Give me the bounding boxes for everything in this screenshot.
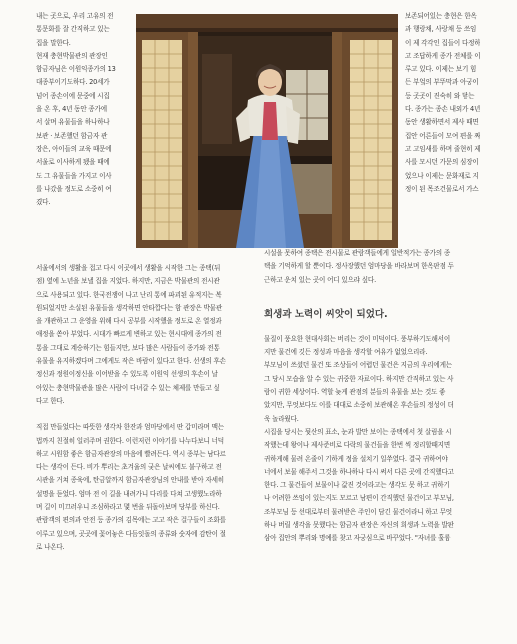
text-line: 점) 옆에 노년을 보낼 집을 지었다. 하지만, 지금은 박물관의 전시관 <box>36 277 220 286</box>
text-line: 귀하게해 물려 온줄이 기하게 정을 설치기 일쑤였다. 결국 귀하여야 <box>264 454 448 463</box>
text-line: 원되었지만 소실된 유물들을 생각하면 안타깝다는 함 관장은 박물관 <box>36 303 223 312</box>
text-line: 든 부엌의 부뚜막과 아궁이 <box>405 78 479 87</box>
text-line: 다고 한다. <box>36 396 65 405</box>
text-line: 집을 말한다. <box>36 38 71 47</box>
text-line: 을 온 후, 4년 동안 종가에 <box>36 105 107 114</box>
text-line: 아있는 충현박물관을 많은 사람이 다녀갈 수 있는 체제를 만들고 싶 <box>36 383 220 392</box>
paragraph-gap <box>264 287 481 307</box>
text-line: 나 어려한 쓰임이 있는지도 모르고 남편이 간직했던 물건이고 부모님, <box>264 494 454 503</box>
text-line: 보관 · 보존했던 함금자 관 <box>36 131 108 140</box>
photo-woman-in-hanok-doorway <box>136 14 398 248</box>
text-line: 넘어 종손이에 문중에 시집 <box>36 91 110 100</box>
text-line: 하고 시원함 좋은 함금자관장의 마음에 빨려든다. 역시 종부는 남다르 <box>36 449 226 458</box>
text-line: 통문화를 잘 간직하고 있는 <box>36 25 110 34</box>
text-line: 며 길이 미끄러우니 조심하라고 몇 번을 뒤돌아보며 당부를 하신다. <box>36 503 220 512</box>
text-line: 를 나갔을 정도로 소중히 여 <box>36 184 112 193</box>
text-line: 물질이 풍요한 현대사회는 버리는 것이 미덕이다. 풍부하기도해서이 <box>264 334 451 343</box>
text-line: 욱 놀라웠다. <box>264 414 299 423</box>
text-line: 설명을 듣었다. 엄마 전 이 길을 내려가니 다리를 다쳐 고생했노라하 <box>36 489 222 498</box>
text-line: 서 살며 유물들을 하나하나 <box>36 118 110 127</box>
text-line: 다는 생각이 든다. 비가 뿌리는 초겨울의 궂은 날씨에도 불구하고 전 <box>36 463 222 472</box>
text-line: 도 그 유물들을 가지고 이사 <box>36 171 112 180</box>
text-line: 사를 모시던 가문의 심장이 <box>405 158 479 167</box>
text-line: 람이 귀한 세상이다. 역할 늦게 관점의 분들의 유물을 보는 것도 좋 <box>264 388 446 397</box>
text-line: 조부모님 등 선대로부터 물려받은 주인이 담긴 물건이라니 하고 무엇 <box>264 507 452 516</box>
text-line: 관람객의 편의과 안전 등 종가의 김목에는 고고 작은 걸구들이 조화를 <box>36 516 226 525</box>
text-line: 정이 된 목조건물로서 가스 <box>405 184 479 193</box>
text-line: 정신과 정원이정신을 이어받을 수 있도록 이원익 선생의 후손이 날 <box>36 370 218 379</box>
text-line: 고 고임새를 하며 줄현히 제 <box>405 144 480 153</box>
text-line: 집안 어른들이 모여 편을 짜 <box>405 131 480 140</box>
text-line: 이 제 각각인 집들이 다정하 <box>405 38 480 47</box>
text-line: 루고 있다. 이제는 보기 힘 <box>405 65 477 74</box>
left-bottom-column <box>36 262 253 554</box>
text-line: 부모님이 쓰셨던 물건 또 조상들이 어렵던 물건은 지금의 우리에게는 <box>264 361 452 370</box>
section-heading: 희생과 노력이 씨앗이 되었다. <box>264 308 388 320</box>
text-line: 장은, 아이들의 교육 때문에 <box>36 144 112 153</box>
text-line: 하나 버릴 생각을 못했다는 함금자 관장은 자신의 희생과 노력을 발판 <box>264 521 454 530</box>
text-line: 으로 사용되고 있다. 한국전쟁이 나고 난리 통에 파괴된 유적지는 복 <box>36 290 222 299</box>
text-line: 었으나 이제는 문화재로 지 <box>405 171 479 180</box>
text-line: 서울로 이사하게 됐을 때에 <box>36 158 110 167</box>
text-line: 함금자님은 이원익종가의 13 <box>36 65 116 74</box>
text-line: 삼아 집안의 뿌리와 명예를 찾고 자궁심으로 바꾸었다. "자녀를 훌륭 <box>264 534 451 543</box>
text-line: 을 개관하고 그 운영을 위해 다시 공부를 시작했을 정도로 온 열정과 <box>36 317 222 326</box>
text-line: 동안 생활하면서 제사 때면 <box>405 118 479 127</box>
text-line: 애정을 쏟아 부었다. 시대가 빠르게 변하고 있는 현시대에 종가의 전 <box>36 330 222 339</box>
text-line: 고 조답하게 종가 전체를 이 <box>405 51 480 60</box>
text-line: 지만 물건에 깃든 정성과 마음을 생각할 여유가 없었으리라. <box>264 348 428 357</box>
photo-illustration <box>136 14 398 248</box>
text-line: 너에서 보물 해주서 그것을 하나하나 다시 써서 다른 곳에 간직했다고 <box>264 467 454 476</box>
text-line: 로 나온다. <box>36 542 65 551</box>
text-line: 직접 만들었다는 따뜻한 생각차 한잔과 엄마당에서 딴 갑미라며 맥는 <box>36 423 224 432</box>
text-line: 현재 충현박물관의 관장인 <box>36 51 108 60</box>
left-top-column <box>36 10 126 209</box>
text-line: 한다. 그 물건들이 보물이나 값진 것이라고는 생각도 못 하고 귀하기 <box>264 481 450 490</box>
paragraph-gap <box>36 408 253 421</box>
right-top-column <box>405 10 480 196</box>
text-line: 등 곳곳이 진숙히 와 닿는 <box>405 91 475 100</box>
text-line: 법까지 친절히 일러주며 권한다. 이런저런 이야기를 나누다보니 너덕 <box>36 436 224 445</box>
text-line: 통을 그대로 계승하기는 힘들지만, 보다 많은 사람들이 종가와 전통 <box>36 343 220 352</box>
text-line: 유물을 유지하겠다며 그에게도 작은 바람이 있다고 한다. 선생의 후손 <box>36 357 226 366</box>
text-line: 대종부이기도하다. 20세가 <box>36 78 110 87</box>
text-line: 과 행랑채, 사랑채 등 쓰임 <box>405 25 477 34</box>
text-line: 았지만, 무엇보다도 이를 대대로 소중히 보관해온 후손들의 정성이 더 <box>264 401 454 410</box>
text-line: 시집을 당시는 뒷산의 표소, 눈과 발만 보이는 종택에서 첫 살림을 시 <box>264 427 452 436</box>
text-line: 근하고 운치 있는 곳이 어디 있으랴 싶다. <box>264 275 376 284</box>
text-line: 다. 종가는 종손 내외가 4년 <box>405 105 480 114</box>
text-line: 겼다. <box>36 198 51 207</box>
text-line: 서울에서의 생활을 접고 다시 이곳에서 생활을 시작한 그는 종택(뒤 <box>36 264 221 272</box>
text-line: 작했는데 왕이나 제사준비로 다락의 물건들을 한번 씩 정리할때지면 <box>264 441 451 450</box>
text-line: 그 당시 모습을 알 수 있는 귀중한 자료이다. 하지만 간직하고 있는 사 <box>264 374 454 383</box>
text-line: 택을 기억하게 할 뿐이다. 정사장했던 엄마당을 바라보며 한옥판점 두 <box>264 262 454 271</box>
text-line: 보존되어있는 충현은 한옥 <box>405 12 477 20</box>
text-line: 시관을 거쳐 종육에, 탄금알까지 함금자관장님의 안내를 받아 자세히 <box>36 476 224 485</box>
text-line: 시설을 못하여 종택은 전시물로 관람객들에게 일반적가는 종가의 종 <box>264 249 451 257</box>
text-line: 내는 곳으로, 우리 고유의 전 <box>36 12 114 20</box>
text-line: 이루고 있으며, 곳곳에 꽃어놓은 다듬잇돌의 종류와 숫자에 감탄이 절 <box>36 529 226 538</box>
right-bottom-column <box>264 247 481 546</box>
